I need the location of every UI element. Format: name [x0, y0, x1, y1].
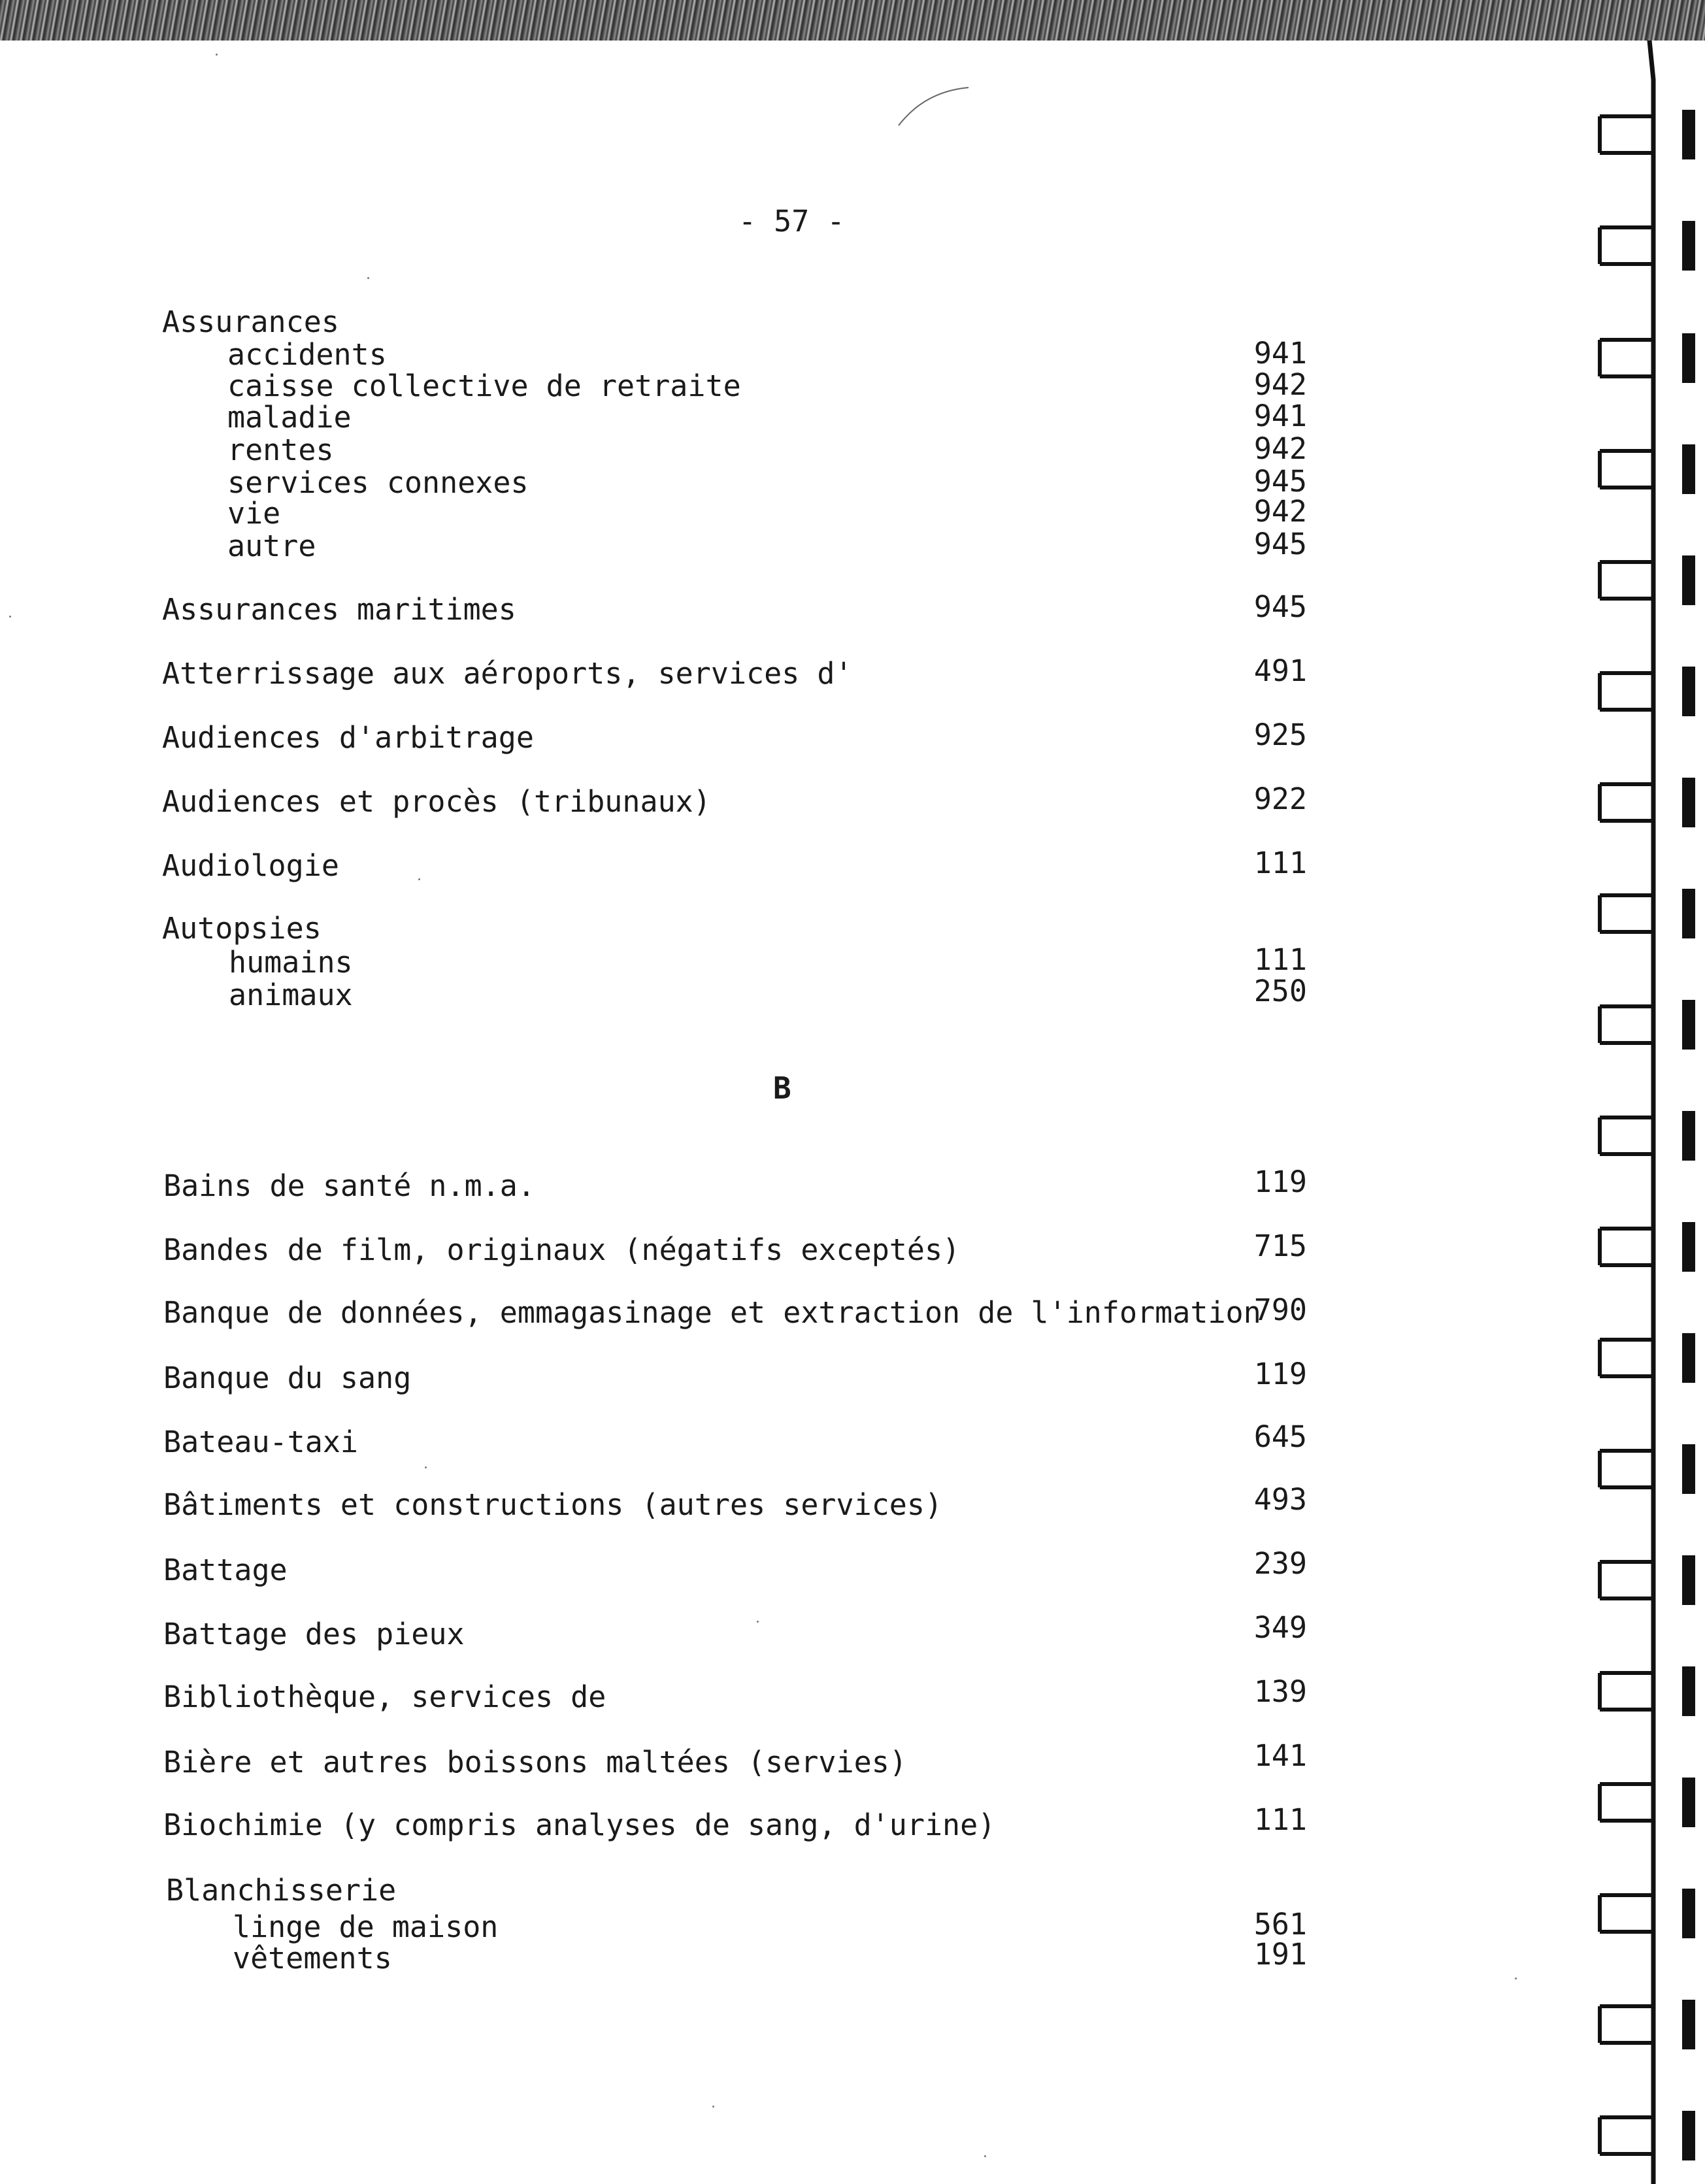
scan-speck: [757, 1621, 759, 1623]
index-term: Blanchisserie: [166, 1873, 397, 1908]
scan-speck: [216, 54, 218, 56]
index-term: Banque de données, emmagasinage et extraction de l'information: [163, 1295, 1261, 1330]
index-term: Bandes de film, originaux (négatifs exceptés): [163, 1233, 961, 1267]
index-term: Battage: [163, 1553, 288, 1587]
index-code: 141: [1253, 1738, 1307, 1773]
page-number: - 57 -: [738, 204, 845, 239]
index-term: rentes: [227, 433, 334, 467]
index-term: caisse collective de retraite: [227, 369, 741, 403]
index-code: 239: [1253, 1546, 1307, 1581]
index-term: services connexes: [227, 465, 529, 500]
index-code: 945: [1253, 589, 1307, 624]
index-term: Atterrissage aux aéroports, services d': [162, 656, 853, 691]
scan-speck: [9, 616, 11, 618]
index-code: 561: [1253, 1907, 1307, 1942]
index-term: Bateau-taxi: [163, 1425, 359, 1459]
index-code: 493: [1253, 1482, 1307, 1517]
index-term: Assurances: [162, 305, 339, 339]
index-term: Assurances maritimes: [162, 592, 516, 627]
index-term: Audiences d'arbitrage: [162, 720, 534, 755]
section-letter: B: [773, 1070, 791, 1106]
index-term: Audiences et procès (tribunaux): [162, 784, 711, 819]
index-code: 250: [1253, 974, 1307, 1008]
spiral-binding: [1588, 41, 1705, 2184]
scan-speck: [712, 2106, 714, 2108]
scan-speck: [367, 277, 369, 279]
index-code: 645: [1253, 1419, 1307, 1454]
index-code: 945: [1253, 464, 1307, 499]
index-code: 119: [1253, 1357, 1307, 1391]
index-code: 922: [1253, 782, 1307, 816]
index-term: Biochimie (y compris analyses de sang, d'urine): [163, 1808, 996, 1842]
index-term: Audiologie: [162, 848, 339, 883]
index-term: vêtements: [233, 1941, 392, 1976]
index-term: Bibliothèque, services de: [163, 1679, 606, 1714]
index-term: autre: [227, 529, 316, 563]
index-term: vie: [227, 496, 281, 531]
index-term: linge de maison: [233, 1910, 499, 1944]
index-code: 111: [1253, 942, 1307, 977]
index-term: Banque du sang: [163, 1361, 412, 1395]
index-code: 942: [1253, 431, 1307, 466]
index-code: 491: [1253, 654, 1307, 688]
index-term: Bière et autres boissons maltées (servies): [163, 1745, 907, 1779]
scan-speck: [418, 878, 420, 880]
index-term: Bâtiments et constructions (autres services): [163, 1487, 943, 1522]
index-term: maladie: [227, 400, 352, 435]
index-code: 111: [1253, 846, 1307, 880]
index-term: Bains de santé n.m.a.: [163, 1168, 535, 1203]
index-code: 925: [1253, 718, 1307, 752]
index-code: 941: [1253, 336, 1307, 371]
index-code: 119: [1253, 1165, 1307, 1199]
index-term: Autopsies: [162, 911, 322, 946]
index-code: 945: [1253, 527, 1307, 561]
index-code: 191: [1253, 1937, 1307, 1972]
index-term: accidents: [227, 337, 387, 372]
scan-speck: [984, 2155, 986, 2157]
index-code: 349: [1253, 1610, 1307, 1645]
index-code: 715: [1253, 1229, 1307, 1263]
index-code: 941: [1253, 399, 1307, 433]
index-code: 942: [1253, 494, 1307, 529]
index-term: animaux: [229, 978, 353, 1012]
index-code: 942: [1253, 367, 1307, 402]
scan-speck: [425, 1466, 427, 1468]
index-code: 790: [1253, 1293, 1307, 1327]
index-code: 139: [1253, 1674, 1307, 1709]
index-code: 111: [1253, 1802, 1307, 1837]
index-term: Battage des pieux: [163, 1617, 465, 1651]
index-term: humains: [229, 945, 353, 980]
scan-speck: [1515, 1977, 1517, 1979]
